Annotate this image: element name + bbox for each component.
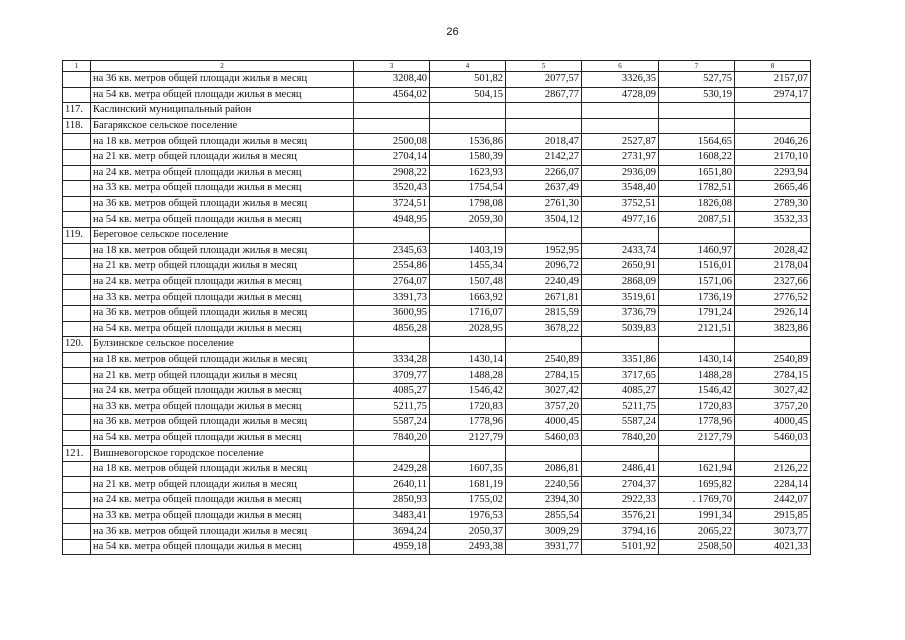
- value-cell-c7: [659, 103, 735, 119]
- value-cell-c8: 4000,45: [735, 415, 811, 431]
- value-cell-c8: 2028,42: [735, 243, 811, 259]
- value-cell-c4: 1403,19: [430, 243, 506, 259]
- value-cell-c3: 4085,27: [354, 383, 430, 399]
- value-cell-c7: 2065,22: [659, 524, 735, 540]
- value-cell-c7: 1430,14: [659, 352, 735, 368]
- row-description-cell: на 36 кв. метров общей площади жилья в месяц: [91, 415, 354, 431]
- value-cell-c5: 3027,42: [506, 383, 582, 399]
- row-number-cell: [63, 290, 91, 306]
- table-section-row: [63, 227, 811, 243]
- value-cell-c4: 2028,95: [430, 321, 506, 337]
- value-cell-c3: 2554,86: [354, 259, 430, 275]
- row-description-cell: на 21 кв. метр общей площади жилья в месяц: [91, 477, 354, 493]
- value-cell-c8: 3027,42: [735, 383, 811, 399]
- table-row: [63, 383, 811, 399]
- table-section-row: [63, 118, 811, 134]
- value-cell-c8: [735, 118, 811, 134]
- value-cell-c4: 2050,37: [430, 524, 506, 540]
- value-cell-c8: 2157,07: [735, 72, 811, 88]
- value-cell-c5: 2637,49: [506, 181, 582, 197]
- row-number-cell: [63, 165, 91, 181]
- row-description-cell: на 33 кв. метра общей площади жилья в месяц: [91, 399, 354, 415]
- row-number-cell: [63, 243, 91, 259]
- row-number-cell: [63, 149, 91, 165]
- row-number-cell: [63, 305, 91, 321]
- value-cell-c5: 2096,72: [506, 259, 582, 275]
- row-number-cell: [63, 274, 91, 290]
- value-cell-c3: 3483,41: [354, 508, 430, 524]
- value-cell-c7: 1720,83: [659, 399, 735, 415]
- value-cell-c8: 2665,46: [735, 181, 811, 197]
- table-row: [63, 399, 811, 415]
- value-cell-c6: 5587,24: [582, 415, 659, 431]
- table-row: [63, 212, 811, 228]
- value-cell-c7: 1488,28: [659, 368, 735, 384]
- value-cell-c3: 2908,22: [354, 165, 430, 181]
- value-cell-c3: [354, 337, 430, 353]
- value-cell-c7: 1516,01: [659, 259, 735, 275]
- value-cell-c8: [735, 103, 811, 119]
- value-cell-c8: 2327,66: [735, 274, 811, 290]
- row-number-cell: [63, 196, 91, 212]
- row-description-cell: Булзинское сельское поселение: [91, 337, 354, 353]
- table-row: [63, 165, 811, 181]
- table-row: [63, 539, 811, 555]
- value-cell-c3: 3694,24: [354, 524, 430, 540]
- value-cell-c5: [506, 103, 582, 119]
- row-description-cell: на 18 кв. метров общей площади жилья в месяц: [91, 352, 354, 368]
- value-cell-c3: 3391,73: [354, 290, 430, 306]
- value-cell-c4: 1976,53: [430, 508, 506, 524]
- value-cell-c6: 2936,09: [582, 165, 659, 181]
- value-cell-c5: 2142,27: [506, 149, 582, 165]
- page-number: 26: [446, 26, 459, 38]
- row-description-cell: Вишневогорское городское поселение: [91, 446, 354, 462]
- row-description-cell: на 36 кв. метров общей площади жилья в месяц: [91, 305, 354, 321]
- value-cell-c6: [582, 103, 659, 119]
- value-cell-c3: 5587,24: [354, 415, 430, 431]
- value-cell-c4: 1580,39: [430, 149, 506, 165]
- value-cell-c4: 1798,08: [430, 196, 506, 212]
- row-description-cell: на 54 кв. метра общей площади жилья в месяц: [91, 430, 354, 446]
- value-cell-c4: [430, 337, 506, 353]
- value-cell-c5: 3931,77: [506, 539, 582, 555]
- value-cell-c7: 1621,94: [659, 461, 735, 477]
- value-cell-c5: 2671,81: [506, 290, 582, 306]
- value-cell-c3: 2345,63: [354, 243, 430, 259]
- value-cell-c3: 4948,95: [354, 212, 430, 228]
- row-number-cell: [63, 415, 91, 431]
- value-cell-c4: 1778,96: [430, 415, 506, 431]
- value-cell-c4: 1663,92: [430, 290, 506, 306]
- value-cell-c4: 1623,93: [430, 165, 506, 181]
- value-cell-c4: 2493,38: [430, 539, 506, 555]
- value-cell-c6: 7840,20: [582, 430, 659, 446]
- table-row: [63, 196, 811, 212]
- value-cell-c8: 2284,14: [735, 477, 811, 493]
- table-row: [63, 259, 811, 275]
- value-cell-c5: 2784,15: [506, 368, 582, 384]
- value-cell-c6: 2486,41: [582, 461, 659, 477]
- value-cell-c6: 2731,97: [582, 149, 659, 165]
- value-cell-c8: 3823,86: [735, 321, 811, 337]
- row-description-cell: на 24 кв. метра общей площади жилья в месяц: [91, 274, 354, 290]
- row-number-cell: 119.: [63, 227, 91, 243]
- table-row: [63, 415, 811, 431]
- value-cell-c4: 1754,54: [430, 181, 506, 197]
- value-cell-c5: 2266,07: [506, 165, 582, 181]
- value-cell-c8: 2776,52: [735, 290, 811, 306]
- value-cell-c4: 1720,83: [430, 399, 506, 415]
- value-cell-c6: 3351,86: [582, 352, 659, 368]
- value-cell-c5: 3009,29: [506, 524, 582, 540]
- value-cell-c7: 1651,80: [659, 165, 735, 181]
- value-cell-c8: 2540,89: [735, 352, 811, 368]
- value-cell-c4: 1488,28: [430, 368, 506, 384]
- value-cell-c3: 4856,28: [354, 321, 430, 337]
- value-cell-c7: 1826,08: [659, 196, 735, 212]
- value-cell-c8: 2442,07: [735, 493, 811, 509]
- value-cell-c7: [659, 227, 735, 243]
- value-cell-c4: 1755,02: [430, 493, 506, 509]
- column-number-row: [63, 61, 811, 72]
- row-number-cell: [63, 321, 91, 337]
- value-cell-c3: 5211,75: [354, 399, 430, 415]
- value-cell-c6: [582, 227, 659, 243]
- value-cell-c5: 2240,56: [506, 477, 582, 493]
- value-cell-c7: 1736,19: [659, 290, 735, 306]
- value-cell-c8: 2789,30: [735, 196, 811, 212]
- value-cell-c7: . 1769,70: [659, 493, 735, 509]
- row-description-cell: на 36 кв. метров общей площади жилья в месяц: [91, 524, 354, 540]
- value-cell-c7: 527,75: [659, 72, 735, 88]
- value-cell-c7: 1564,65: [659, 134, 735, 150]
- value-cell-c8: 5460,03: [735, 430, 811, 446]
- value-cell-c7: 2087,51: [659, 212, 735, 228]
- table-row: [63, 243, 811, 259]
- value-cell-c6: 3519,61: [582, 290, 659, 306]
- value-cell-c6: 5101,92: [582, 539, 659, 555]
- value-cell-c8: 2170,10: [735, 149, 811, 165]
- table-row: [63, 321, 811, 337]
- value-cell-c5: 2018,47: [506, 134, 582, 150]
- value-cell-c8: 3073,77: [735, 524, 811, 540]
- value-cell-c7: [659, 337, 735, 353]
- column-number: 5: [506, 61, 582, 72]
- value-cell-c5: 3678,22: [506, 321, 582, 337]
- value-cell-c8: 2974,17: [735, 87, 811, 103]
- row-description-cell: Береговое сельское поселение: [91, 227, 354, 243]
- row-number-cell: [63, 399, 91, 415]
- row-number-cell: [63, 461, 91, 477]
- value-cell-c4: 1546,42: [430, 383, 506, 399]
- value-cell-c4: 1716,07: [430, 305, 506, 321]
- table-row: [63, 87, 811, 103]
- value-cell-c3: 3334,28: [354, 352, 430, 368]
- value-cell-c8: [735, 337, 811, 353]
- value-cell-c7: 1608,22: [659, 149, 735, 165]
- value-cell-c8: 2784,15: [735, 368, 811, 384]
- value-cell-c4: 1455,34: [430, 259, 506, 275]
- value-cell-c8: [735, 227, 811, 243]
- value-cell-c5: 3757,20: [506, 399, 582, 415]
- value-cell-c4: 2059,30: [430, 212, 506, 228]
- value-cell-c8: 4021,33: [735, 539, 811, 555]
- row-number-cell: [63, 181, 91, 197]
- value-cell-c7: 1791,24: [659, 305, 735, 321]
- value-cell-c6: 2527,87: [582, 134, 659, 150]
- column-number: 2: [91, 61, 354, 72]
- value-cell-c6: 3752,51: [582, 196, 659, 212]
- table-row: [63, 274, 811, 290]
- row-description-cell: на 36 кв. метров общей площади жилья в месяц: [91, 72, 354, 88]
- value-cell-c6: [582, 118, 659, 134]
- table-section-row: [63, 103, 811, 119]
- table-row: [63, 430, 811, 446]
- table-row: [63, 134, 811, 150]
- column-number: 1: [63, 61, 91, 72]
- table-row: [63, 524, 811, 540]
- row-number-cell: 120.: [63, 337, 91, 353]
- row-description-cell: на 36 кв. метров общей площади жилья в месяц: [91, 196, 354, 212]
- value-cell-c5: 3504,12: [506, 212, 582, 228]
- row-number-cell: [63, 72, 91, 88]
- value-cell-c5: 2394,30: [506, 493, 582, 509]
- table-row: [63, 461, 811, 477]
- value-cell-c5: [506, 446, 582, 462]
- value-cell-c7: 2127,79: [659, 430, 735, 446]
- table-row: [63, 181, 811, 197]
- column-number: 7: [659, 61, 735, 72]
- value-cell-c7: 1460,97: [659, 243, 735, 259]
- value-cell-c3: 3600,95: [354, 305, 430, 321]
- value-cell-c5: 2761,30: [506, 196, 582, 212]
- value-cell-c7: 2121,51: [659, 321, 735, 337]
- value-cell-c7: 1571,06: [659, 274, 735, 290]
- row-number-cell: [63, 430, 91, 446]
- value-cell-c6: 2650,91: [582, 259, 659, 275]
- value-cell-c3: 2764,07: [354, 274, 430, 290]
- table-row: [63, 72, 811, 88]
- value-cell-c8: 3757,20: [735, 399, 811, 415]
- value-cell-c5: 2855,54: [506, 508, 582, 524]
- row-number-cell: [63, 212, 91, 228]
- value-cell-c4: 2127,79: [430, 430, 506, 446]
- value-cell-c5: 2086,81: [506, 461, 582, 477]
- value-cell-c5: [506, 337, 582, 353]
- row-number-cell: [63, 477, 91, 493]
- value-cell-c8: 2178,04: [735, 259, 811, 275]
- row-description-cell: на 54 кв. метра общей площади жилья в месяц: [91, 321, 354, 337]
- table-section-row: [63, 446, 811, 462]
- row-number-cell: [63, 134, 91, 150]
- value-cell-c3: [354, 446, 430, 462]
- value-cell-c8: 2046,26: [735, 134, 811, 150]
- value-cell-c4: 1536,86: [430, 134, 506, 150]
- value-cell-c4: 504,15: [430, 87, 506, 103]
- row-description-cell: на 21 кв. метр общей площади жилья в месяц: [91, 149, 354, 165]
- row-number-cell: [63, 493, 91, 509]
- value-cell-c6: 2922,33: [582, 493, 659, 509]
- value-cell-c8: 2126,22: [735, 461, 811, 477]
- value-cell-c4: 1681,19: [430, 477, 506, 493]
- row-description-cell: на 54 кв. метра общей площади жилья в месяц: [91, 87, 354, 103]
- row-number-cell: [63, 87, 91, 103]
- value-cell-c3: 3208,40: [354, 72, 430, 88]
- value-cell-c5: 5460,03: [506, 430, 582, 446]
- row-number-cell: 121.: [63, 446, 91, 462]
- value-cell-c4: 1430,14: [430, 352, 506, 368]
- row-description-cell: на 18 кв. метров общей площади жилья в месяц: [91, 461, 354, 477]
- value-cell-c5: 2540,89: [506, 352, 582, 368]
- value-cell-c5: 1952,95: [506, 243, 582, 259]
- row-description-cell: на 21 кв. метр общей площади жилья в месяц: [91, 368, 354, 384]
- table-row: [63, 493, 811, 509]
- row-number-cell: [63, 352, 91, 368]
- value-cell-c7: 1991,34: [659, 508, 735, 524]
- table-row: [63, 305, 811, 321]
- value-cell-c3: 4959,18: [354, 539, 430, 555]
- value-cell-c7: [659, 446, 735, 462]
- value-cell-c6: 3736,79: [582, 305, 659, 321]
- row-description-cell: на 24 кв. метра общей площади жилья в месяц: [91, 493, 354, 509]
- value-cell-c5: 2815,59: [506, 305, 582, 321]
- value-cell-c6: 4977,16: [582, 212, 659, 228]
- value-cell-c6: 5211,75: [582, 399, 659, 415]
- column-number: 8: [735, 61, 811, 72]
- value-cell-c4: [430, 227, 506, 243]
- value-cell-c6: 4728,09: [582, 87, 659, 103]
- value-cell-c5: 4000,45: [506, 415, 582, 431]
- value-cell-c6: 5039,83: [582, 321, 659, 337]
- value-cell-c7: 1546,42: [659, 383, 735, 399]
- value-cell-c4: [430, 103, 506, 119]
- value-cell-c5: 2077,57: [506, 72, 582, 88]
- value-cell-c6: 3576,21: [582, 508, 659, 524]
- row-number-cell: 117.: [63, 103, 91, 119]
- value-cell-c7: 530,19: [659, 87, 735, 103]
- value-cell-c7: 1695,82: [659, 477, 735, 493]
- value-cell-c7: 1782,51: [659, 181, 735, 197]
- value-cell-c5: [506, 118, 582, 134]
- row-description-cell: на 33 кв. метра общей площади жилья в месяц: [91, 290, 354, 306]
- tariff-table: [62, 60, 811, 555]
- value-cell-c8: 2926,14: [735, 305, 811, 321]
- value-cell-c4: [430, 446, 506, 462]
- value-cell-c6: 4085,27: [582, 383, 659, 399]
- table-row: [63, 477, 811, 493]
- value-cell-c3: [354, 118, 430, 134]
- value-cell-c8: 2915,85: [735, 508, 811, 524]
- value-cell-c3: 3709,77: [354, 368, 430, 384]
- value-cell-c6: 3717,65: [582, 368, 659, 384]
- row-description-cell: на 18 кв. метров общей площади жилья в месяц: [91, 243, 354, 259]
- table-row: [63, 368, 811, 384]
- value-cell-c3: 2500,08: [354, 134, 430, 150]
- value-cell-c4: [430, 118, 506, 134]
- value-cell-c7: 2508,50: [659, 539, 735, 555]
- row-description-cell: на 24 кв. метра общей площади жилья в месяц: [91, 383, 354, 399]
- value-cell-c6: 3548,40: [582, 181, 659, 197]
- value-cell-c6: 2433,74: [582, 243, 659, 259]
- value-cell-c6: 2704,37: [582, 477, 659, 493]
- value-cell-c3: 3520,43: [354, 181, 430, 197]
- row-description-cell: на 18 кв. метров общей площади жилья в месяц: [91, 134, 354, 150]
- value-cell-c3: 2704,14: [354, 149, 430, 165]
- value-cell-c8: [735, 446, 811, 462]
- value-cell-c8: 3532,33: [735, 212, 811, 228]
- row-description-cell: на 54 кв. метра общей площади жилья в месяц: [91, 212, 354, 228]
- value-cell-c6: 3326,35: [582, 72, 659, 88]
- value-cell-c3: 2429,28: [354, 461, 430, 477]
- value-cell-c4: 1607,35: [430, 461, 506, 477]
- row-number-cell: [63, 368, 91, 384]
- table-row: [63, 352, 811, 368]
- row-number-cell: [63, 259, 91, 275]
- value-cell-c3: 4564,02: [354, 87, 430, 103]
- row-number-cell: [63, 524, 91, 540]
- value-cell-c3: [354, 103, 430, 119]
- table-row: [63, 149, 811, 165]
- value-cell-c6: [582, 446, 659, 462]
- table-row: [63, 508, 811, 524]
- value-cell-c7: 1778,96: [659, 415, 735, 431]
- row-description-cell: Каслинский муниципальный район: [91, 103, 354, 119]
- value-cell-c4: 501,82: [430, 72, 506, 88]
- row-description-cell: на 33 кв. метра общей площади жилья в месяц: [91, 508, 354, 524]
- value-cell-c3: 7840,20: [354, 430, 430, 446]
- row-description-cell: на 33 кв. метра общей площади жилья в месяц: [91, 181, 354, 197]
- row-description-cell: на 21 кв. метр общей площади жилья в месяц: [91, 259, 354, 275]
- row-number-cell: [63, 539, 91, 555]
- value-cell-c6: [582, 337, 659, 353]
- value-cell-c5: [506, 227, 582, 243]
- table-section-row: [63, 337, 811, 353]
- value-cell-c6: 2868,09: [582, 274, 659, 290]
- value-cell-c4: 1507,48: [430, 274, 506, 290]
- value-cell-c3: 2640,11: [354, 477, 430, 493]
- value-cell-c3: 3724,51: [354, 196, 430, 212]
- value-cell-c5: 2867,77: [506, 87, 582, 103]
- row-number-cell: [63, 383, 91, 399]
- value-cell-c8: 2293,94: [735, 165, 811, 181]
- value-cell-c7: [659, 118, 735, 134]
- value-cell-c5: 2240,49: [506, 274, 582, 290]
- row-description-cell: Багарякское сельское поселение: [91, 118, 354, 134]
- table-row: [63, 290, 811, 306]
- column-number: 6: [582, 61, 659, 72]
- value-cell-c3: [354, 227, 430, 243]
- row-description-cell: на 54 кв. метра общей площади жилья в месяц: [91, 539, 354, 555]
- row-description-cell: на 24 кв. метра общей площади жилья в месяц: [91, 165, 354, 181]
- row-number-cell: 118.: [63, 118, 91, 134]
- column-number: 3: [354, 61, 430, 72]
- value-cell-c3: 2850,93: [354, 493, 430, 509]
- value-cell-c6: 3794,16: [582, 524, 659, 540]
- column-number: 4: [430, 61, 506, 72]
- row-number-cell: [63, 508, 91, 524]
